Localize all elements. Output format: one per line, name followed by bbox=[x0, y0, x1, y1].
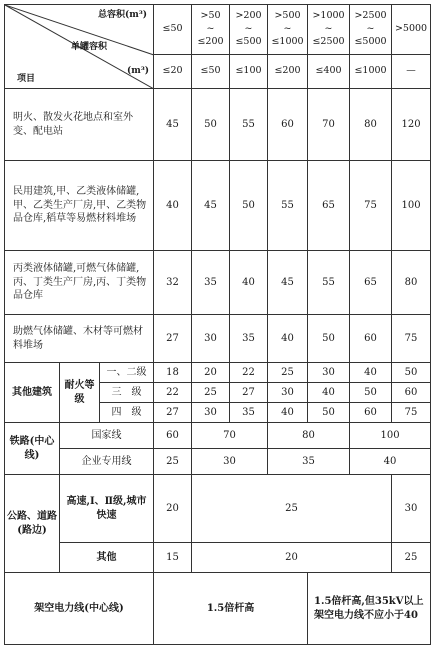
highway-label: 高速,Ⅰ、Ⅱ级,城市快速 bbox=[60, 475, 154, 543]
table-cell: 60 bbox=[350, 315, 392, 363]
table-cell: 30 bbox=[192, 403, 230, 423]
table-row bbox=[5, 251, 431, 315]
table-cell: 65 bbox=[308, 161, 350, 251]
header-diagonal-cell bbox=[5, 5, 154, 89]
table-row bbox=[5, 315, 431, 363]
table-cell: 40 bbox=[268, 315, 308, 363]
total-volume-label: 总容积(m³) bbox=[98, 10, 148, 20]
spacing-table bbox=[4, 4, 431, 645]
table-row bbox=[5, 543, 431, 573]
table-cell: 45 bbox=[192, 161, 230, 251]
table-row bbox=[5, 449, 431, 475]
national-line-label: 国家线 bbox=[60, 423, 154, 449]
table-cell: 50 bbox=[392, 363, 431, 383]
power-value-a: 1.5倍杆高 bbox=[154, 573, 308, 645]
table-cell: 55 bbox=[268, 161, 308, 251]
enterprise-line-label: 企业专用线 bbox=[60, 449, 154, 475]
table-row bbox=[5, 475, 431, 543]
total-col-5: >1000 ~ ≤2500 bbox=[308, 5, 350, 55]
table-cell: 40 bbox=[154, 161, 192, 251]
table-cell: 27 bbox=[154, 315, 192, 363]
table-cell: 32 bbox=[154, 251, 192, 315]
table-cell: 25 bbox=[192, 475, 392, 543]
table-cell: 25 bbox=[192, 383, 230, 403]
power-value-b: 1.5倍杆高,但35kV以上架空电力线不应小于40 bbox=[308, 573, 431, 645]
table-cell: 35 bbox=[230, 315, 268, 363]
table-cell: 15 bbox=[154, 543, 192, 573]
table-cell: 45 bbox=[268, 251, 308, 315]
table-row bbox=[5, 363, 431, 383]
total-col-6: >2500 ~ ≤5000 bbox=[350, 5, 392, 55]
total-col-7: >5000 bbox=[392, 5, 431, 55]
table-cell: 30 bbox=[392, 475, 431, 543]
table-cell: 40 bbox=[308, 383, 350, 403]
table-cell: 80 bbox=[350, 89, 392, 161]
single-col-5: ≤400 bbox=[308, 55, 350, 89]
table-cell: 22 bbox=[230, 363, 268, 383]
table-cell: 75 bbox=[392, 315, 431, 363]
power-line-label: 架空电力线(中心线) bbox=[5, 573, 154, 645]
table-cell: 30 bbox=[192, 315, 230, 363]
table-cell: 100 bbox=[350, 423, 431, 449]
table-cell: 60 bbox=[350, 403, 392, 423]
table-cell: 27 bbox=[230, 383, 268, 403]
table-cell: 30 bbox=[308, 363, 350, 383]
table-cell: 70 bbox=[308, 89, 350, 161]
table-cell: 70 bbox=[192, 423, 268, 449]
table-cell: 80 bbox=[268, 423, 350, 449]
table-cell: 20 bbox=[154, 475, 192, 543]
fire-grade-label: 四 级 bbox=[100, 403, 154, 423]
table-cell: 45 bbox=[154, 89, 192, 161]
single-col-3: ≤100 bbox=[230, 55, 268, 89]
total-col-4: >500 ~ ≤1000 bbox=[268, 5, 308, 55]
table-cell: 35 bbox=[192, 251, 230, 315]
table-row bbox=[5, 423, 431, 449]
fire-grade-label: 一、二级 bbox=[100, 363, 154, 383]
table-cell: 50 bbox=[192, 89, 230, 161]
table-cell: 60 bbox=[268, 89, 308, 161]
table-cell: 75 bbox=[350, 161, 392, 251]
single-col-2: ≤50 bbox=[192, 55, 230, 89]
single-tank-unit: (m³) bbox=[127, 66, 150, 76]
total-col-2: >50 ~ ≤200 bbox=[192, 5, 230, 55]
table-cell: 35 bbox=[268, 449, 350, 475]
total-col-1: ≤50 bbox=[154, 5, 192, 55]
row-label: 丙类液体储罐,可燃气体储罐,丙、丁类生产厂房,丙、丁类物品仓库 bbox=[5, 251, 154, 315]
single-col-7: — bbox=[392, 55, 431, 89]
table-cell: 60 bbox=[392, 383, 431, 403]
other-road-label: 其他 bbox=[60, 543, 154, 573]
header-row-total bbox=[5, 5, 431, 55]
table-cell: 18 bbox=[154, 363, 192, 383]
item-label: 项目 bbox=[17, 74, 36, 84]
fire-grade-label: 三 级 bbox=[100, 383, 154, 403]
table-cell: 65 bbox=[350, 251, 392, 315]
single-col-4: ≤200 bbox=[268, 55, 308, 89]
table-cell: 22 bbox=[154, 383, 192, 403]
table-cell: 30 bbox=[268, 383, 308, 403]
road-label: 公路、道路(路边) bbox=[5, 475, 60, 573]
table-cell: 35 bbox=[230, 403, 268, 423]
row-label: 明火、散发火花地点和室外变、配电站 bbox=[5, 89, 154, 161]
table-cell: 50 bbox=[230, 161, 268, 251]
table-cell: 30 bbox=[192, 449, 268, 475]
table-row bbox=[5, 573, 431, 645]
table-cell: 25 bbox=[392, 543, 431, 573]
other-buildings-label: 其他建筑 bbox=[5, 363, 60, 423]
table-cell: 40 bbox=[230, 251, 268, 315]
single-tank-label: 单罐容积 bbox=[71, 42, 108, 52]
table-cell: 40 bbox=[268, 403, 308, 423]
table-cell: 40 bbox=[350, 363, 392, 383]
table-cell: 120 bbox=[392, 89, 431, 161]
table-cell: 27 bbox=[154, 403, 192, 423]
single-col-6: ≤1000 bbox=[350, 55, 392, 89]
table-row bbox=[5, 161, 431, 251]
spacing-table-wrapper bbox=[4, 4, 430, 644]
table-row bbox=[5, 89, 431, 161]
table-cell: 20 bbox=[192, 543, 392, 573]
row-label: 助燃气体储罐、木材等可燃材料堆场 bbox=[5, 315, 154, 363]
row-label: 民用建筑,甲、乙类液体储罐,甲、乙类生产厂房,甲、乙类物品仓库,稻草等易燃材料堆场 bbox=[5, 161, 154, 251]
table-cell: 100 bbox=[392, 161, 431, 251]
table-cell: 20 bbox=[192, 363, 230, 383]
table-cell: 50 bbox=[308, 403, 350, 423]
fire-rating-label: 耐火等级 bbox=[60, 363, 100, 423]
table-cell: 40 bbox=[350, 449, 431, 475]
table-cell: 75 bbox=[392, 403, 431, 423]
table-cell: 50 bbox=[350, 383, 392, 403]
table-cell: 50 bbox=[308, 315, 350, 363]
single-col-1: ≤20 bbox=[154, 55, 192, 89]
total-col-3: >200 ~ ≤500 bbox=[230, 5, 268, 55]
table-cell: 55 bbox=[230, 89, 268, 161]
table-cell: 60 bbox=[154, 423, 192, 449]
table-cell: 55 bbox=[308, 251, 350, 315]
table-cell: 25 bbox=[154, 449, 192, 475]
table-cell: 80 bbox=[392, 251, 431, 315]
table-cell: 25 bbox=[268, 363, 308, 383]
railway-label: 铁路(中心线) bbox=[5, 423, 60, 475]
